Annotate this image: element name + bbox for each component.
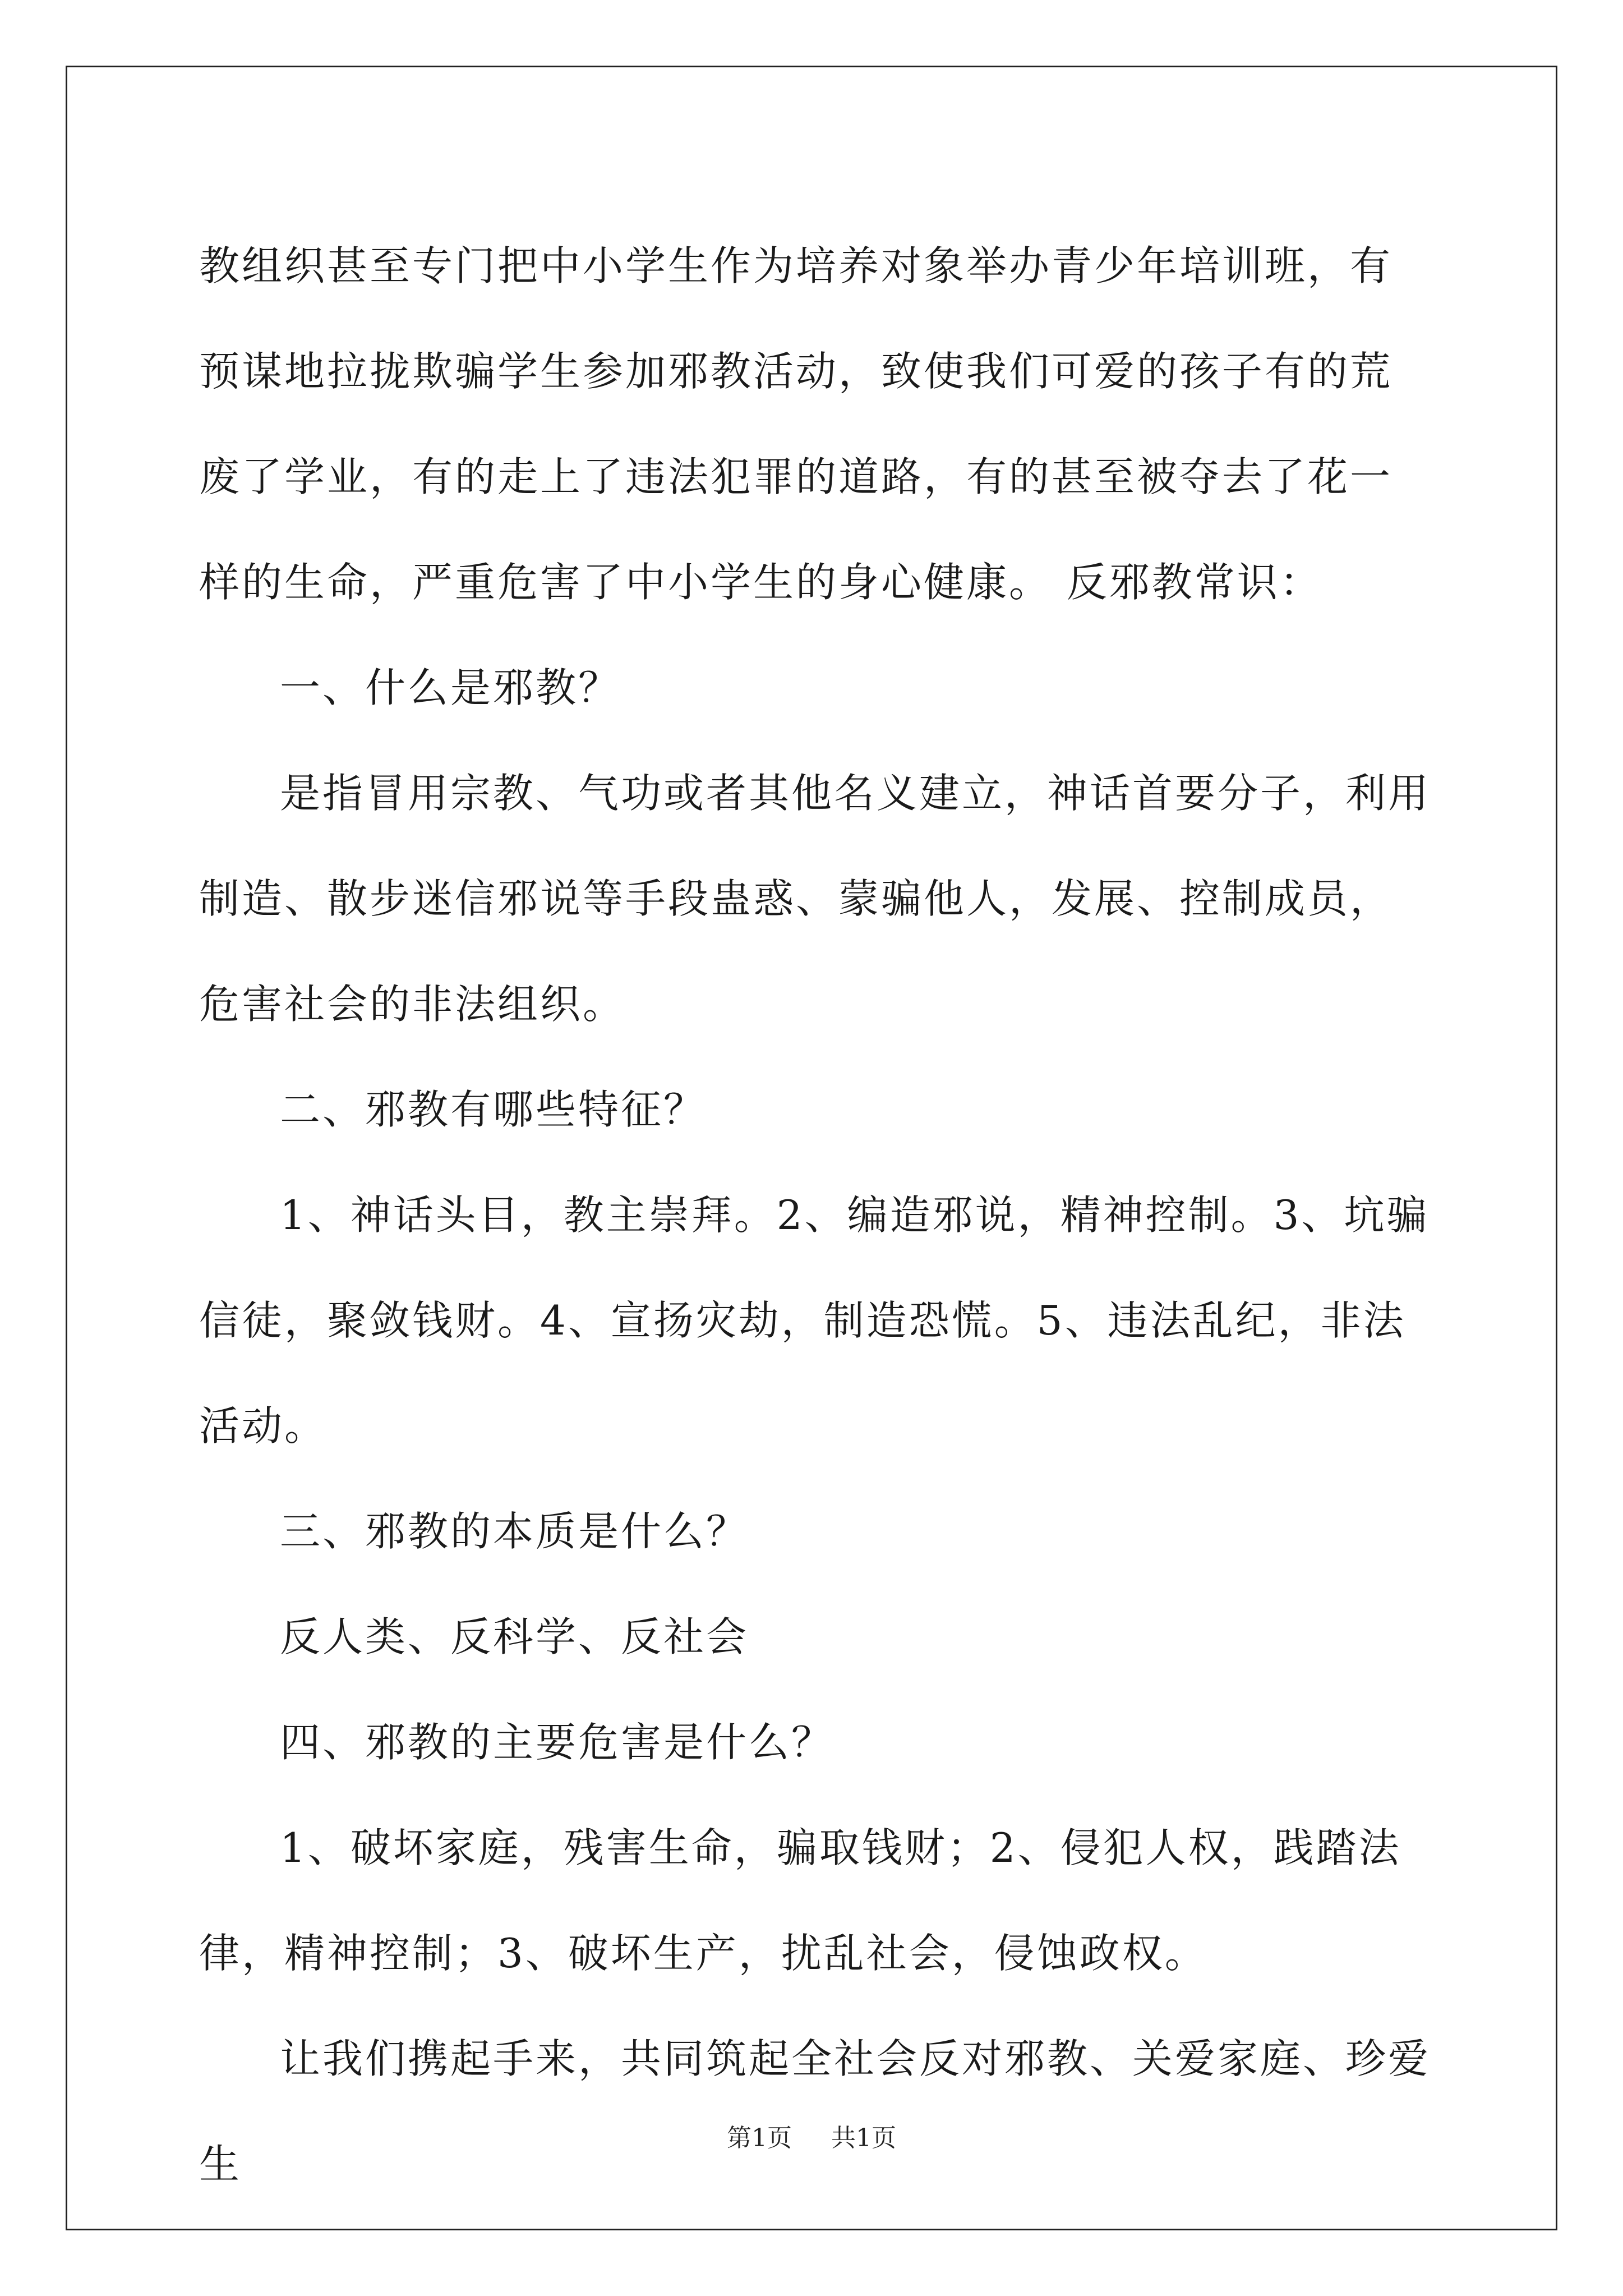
page-footer [0,2118,1623,2154]
paragraph-definition: 是指冒用宗教、气功或者其他名义建立，神话首要分子，利用制造、散步迷信邪说等手段蛊惑、蒙骗他人，发展、控制成员，危害社会的非法组织。 [199,770,1431,1028]
paragraph-characteristics: 1、神话头目，教主崇拜。2、编造邪说，精神控制。3、坑骗信徒，聚敛钱财。4、宣扬灾劫，制造恐慌。5、违法乱纪，非法活动。 [199,1191,1430,1450]
heading-harms: 四、邪教的主要危害是什么？ [280,1719,834,1766]
page-number-current: 第1页 [727,2124,792,2152]
page-number-total: 共1页 [831,2124,896,2152]
paragraph-essence: 反人类、反科学、反社会 [280,1613,749,1660]
paragraph-closing: 让我们携起手来，共同筑起全社会反对邪教、关爱家庭、珍爱生 [199,2035,1431,2188]
paragraph-harms: 1、破坏家庭，残害生命，骗取钱财；2、侵犯人权，践踏法律，精神控制；3、破坏生产，扰乱社会，侵蚀政权。 [199,1824,1401,1977]
document-body [199,213,1433,2217]
heading-what-is-cult: 一、什么是邪教？ [280,664,621,711]
paragraph-intro: 教组织甚至专门把中小学生作为培养对象举办青少年培训班，有预谋地拉拢欺骗学生参加邪教活动，致使我们可爱的孩子有的荒废了学业，有的走上了违法犯罪的道路，有的甚至被夺去了花一样的生命，严重危害了中小学生的身心健康。 反邪教常识： [199,242,1393,606]
heading-characteristics: 二、邪教有哪些特征？ [280,1086,707,1133]
heading-essence: 三、邪教的本质是什么？ [280,1508,749,1555]
